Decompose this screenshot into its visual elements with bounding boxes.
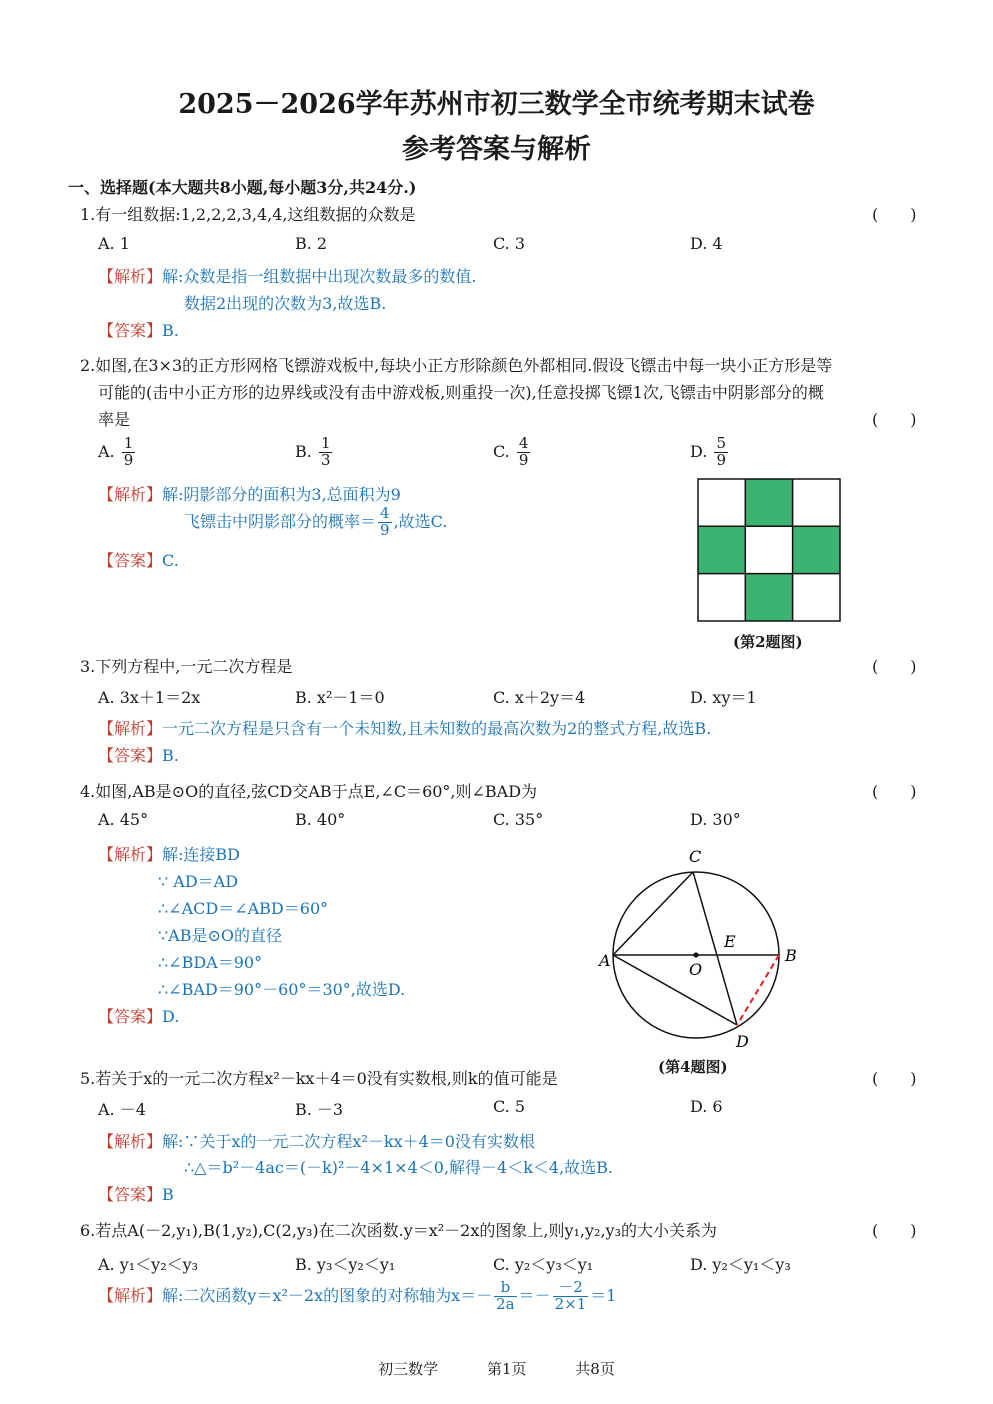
q3-stem: 3.下列方程中,一元二次方程是 [80, 657, 293, 676]
label-d: D [736, 1032, 749, 1051]
q3-option-b: B. x²－1＝0 [295, 688, 385, 707]
q4-analysis-line6: ∴∠BAD＝90°－60°＝30°,故选D. [158, 980, 406, 999]
center-point [693, 952, 698, 957]
q2-stem-line3: 率是 [98, 410, 131, 429]
q4-option-d: D. 30° [690, 810, 741, 829]
q6-option-c: C. y₂＜y₃＜y₁ [493, 1255, 594, 1274]
dashed-bd [737, 955, 779, 1025]
shaded-cell [745, 479, 792, 526]
label-b: B [785, 946, 797, 965]
analysis-tag: 【解析】 [98, 267, 163, 286]
shaded-cell [793, 526, 840, 573]
q4-circle-figure [585, 840, 810, 1055]
q1-option-c: C. 3 [493, 234, 526, 253]
q1-option-a: A. 1 [98, 234, 130, 253]
q4-answer: 【答案】D. [98, 1007, 180, 1026]
q1-answer-blank: ( ) [872, 205, 917, 224]
answer-tag: 【答案】 [98, 321, 163, 340]
label-o: O [689, 960, 703, 979]
q2-stem-line1: 2.如图,在3×3的正方形网格飞镖游戏板中,每块小正方形除颜色外都相同.假设飞镖击中每一块小正方形是等 [80, 356, 833, 375]
q1-analysis-line2: 数据2出现的次数为3,故选B. [184, 294, 387, 313]
q4-figure-caption: (第4题图) [658, 1058, 728, 1076]
label-c: C [689, 847, 702, 866]
section-heading: 一、选择题(本大题共8小题,每小题3分,共24分.) [68, 178, 417, 197]
q4-analysis: 【解析】解:连接BD [98, 845, 240, 864]
footer-page-number: 第1页 [486, 1360, 527, 1378]
q5-analysis: 【解析】解:∵关于x的一元二次方程x²－kx＋4＝0没有实数根 [98, 1132, 535, 1151]
q6-option-b: B. y₃＜y₂＜y₁ [295, 1255, 396, 1274]
q2-option-d: D. $\frac{5}{9}$ [690, 434, 726, 469]
q2-option-a: A. $\frac{1}{9}$ [98, 434, 134, 469]
q1-option-b: B. 2 [295, 234, 328, 253]
q5-option-d: D. 6 [690, 1097, 723, 1116]
q3-option-c: C. x＋2y＝4 [493, 688, 586, 707]
footer-total-pages: 共8页 [575, 1360, 615, 1378]
q5-analysis-line2: ∴△＝b²－4ac＝(－k)²－4×1×4＜0,解得－4＜k＜4,故选B. [184, 1158, 614, 1177]
q2-grid-figure [697, 478, 843, 624]
footer-subject: 初三数学 [378, 1360, 439, 1378]
label-e: E [724, 932, 736, 951]
q1-answer-value: B. [162, 321, 179, 340]
q4-answer-blank: ( ) [872, 782, 917, 801]
shaded-cell [745, 574, 792, 621]
q4-analysis-line4: ∵AB是⊙O的直径 [158, 926, 283, 945]
q6-answer-blank: ( ) [872, 1221, 917, 1240]
q5-answer-blank: ( ) [872, 1069, 917, 1088]
q3-option-a: A. 3x＋1＝2x [98, 688, 201, 707]
q3-analysis: 【解析】一元二次方程是只含有一个未知数,且未知数的最高次数为2的整式方程,故选B. [98, 719, 712, 738]
q4-stem: 4.如图,AB是⊙O的直径,弦CD交AB于点E,∠C＝60°,则∠BAD为 [80, 782, 538, 801]
q1-answer [98, 318, 179, 341]
label-a: A [599, 951, 611, 970]
page-footer [0, 1358, 993, 1379]
q6-stem: 6.若点A(－2,y₁),B(1,y₂),C(2,y₃)在二次函数.y＝x²－2x的图象上,则y₁,y₂,y₃的大小关系为 [80, 1221, 717, 1240]
q4-option-a: A. 45° [98, 810, 149, 829]
q5-option-a: A. －4 [98, 1100, 146, 1119]
q3-answer: 【答案】B. [98, 746, 179, 765]
chord-ad [613, 955, 737, 1025]
q4-analysis-line5: ∴∠BDA＝90° [158, 953, 263, 972]
q2-analysis: 【解析】解:阴影部分的面积为3,总面积为9 [98, 485, 401, 504]
q4-analysis-line3: ∴∠ACD＝∠ABD＝60° [158, 899, 329, 918]
q5-option-c: C. 5 [493, 1097, 526, 1116]
q6-option-a: A. y₁＜y₂＜y₃ [98, 1255, 199, 1274]
q6-option-d: D. y₂＜y₁＜y₃ [690, 1255, 791, 1274]
q2-analysis-line2: 飞镖击中阴影部分的概率＝ $\frac{4}{9}$ ,故选C. [184, 504, 448, 539]
q2-answer: 【答案】C. [98, 551, 179, 570]
q5-option-b: B. －3 [295, 1100, 344, 1119]
q2-option-c: C. $\frac{4}{9}$ [493, 434, 529, 469]
q1-analysis-line1: 解:众数是指一组数据中出现次数最多的数值. [162, 267, 477, 286]
q1-option-d: D. 4 [690, 234, 723, 253]
q2-option-b: B. $\frac{1}{3}$ [295, 434, 331, 469]
q4-analysis-line2: ∵ AD＝AD [158, 872, 239, 891]
q3-option-d: D. xy＝1 [690, 688, 757, 707]
q1-analysis [98, 264, 477, 287]
grid-shaded-cells [698, 479, 840, 621]
q2-analysis-line1: 解:阴影部分的面积为3,总面积为9 [162, 485, 401, 504]
q5-stem: 5.若关于x的一元二次方程x²－kx＋4＝0没有实数根,则k的值可能是 [80, 1069, 558, 1088]
page-title: 2025－2026学年苏州市初三数学全市统考期末试卷 [178, 89, 815, 120]
q1-stem: 1.有一组数据:1,2,2,2,3,4,4,这组数据的众数是 [80, 205, 416, 224]
q5-answer: 【答案】B [98, 1185, 174, 1204]
shaded-cell [698, 526, 745, 573]
q2-figure-caption: (第2题图) [733, 633, 803, 651]
q2-stem-line2: 可能的(击中小正方形的边界线或没有击中游戏板,则重投一次),任意投掷飞镖1次,飞镖击中阴影部分的概 [98, 383, 824, 402]
q4-option-c: C. 35° [493, 810, 544, 829]
page-subtitle: 参考答案与解析 [402, 134, 591, 165]
q4-option-b: B. 40° [295, 810, 346, 829]
q6-analysis: 【解析】解:二次函数y＝x²－2x的图象的对称轴为x＝－ $\frac{b}{2a}$ ＝－ $\frac{-2}{2\times 1}$ ＝1 [98, 1278, 617, 1313]
q3-answer-blank: ( ) [872, 657, 917, 676]
q2-answer-blank: ( ) [872, 410, 917, 429]
